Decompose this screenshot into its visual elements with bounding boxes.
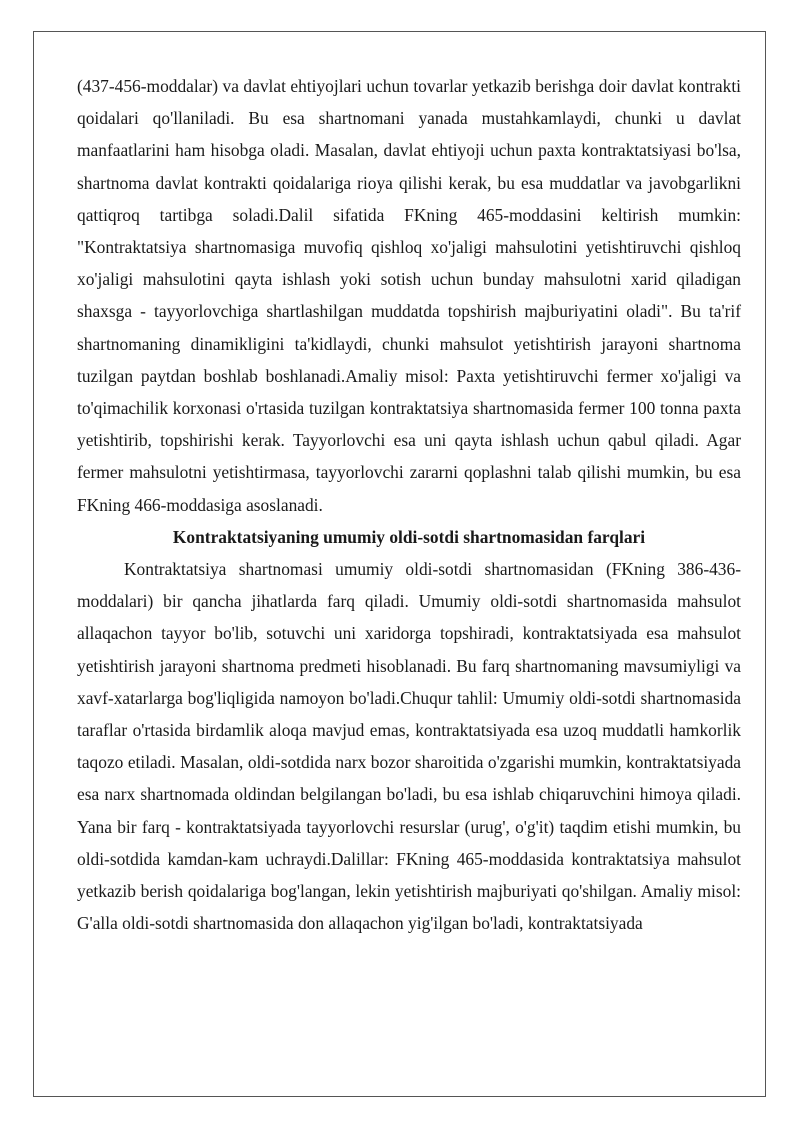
body-paragraph: Kontraktatsiya shartnomasi umumiy oldi-sotdi shartnomasidan (FKning 386-436-moddalari) bir qancha jihatlarda farq qiladi. Umumiy oldi-sotdi shartnomasida mahsulot allaqachon tayyor bo'lib, sotuvchi uni xaridorga topshiradi, kontraktatsiyada esa mahsulot yetishtirish jarayoni shartnoma predmeti hisoblanadi. Bu farq shartnomaning mavsumiyligi va xavf-xatarlarga bog'liqligida namoyon bo'ladi.Chuqur tahlil: Umumiy oldi-sotdi shartnomasida taraflar o'rtasida birdamlik aloqa mavjud emas, kontraktatsiyada esa uzoq muddatli hamkorlik taqozo etiladi. Masalan, oldi-sotdida narx bozor sharoitida o'zgarishi mumkin, kontraktatsiyada esa narx shartnomada oldindan belgilangan bo'ladi, bu esa ishlab chiqaruvchini himoya qiladi. Yana bir farq - kontraktatsiyada tayyorlovchi resurslar (urug', o'g'it) taqdim etishi mumkin, bu oldi-sotdida kamdan-kam uchraydi.Dalillar: FKning 465-moddasida kontraktatsiya mahsulot yetkazib berish qoidalariga bog'langan, lekin yetishtirish majburiyati qo'shilgan. Amaliy misol: G'alla oldi-sotdi shartnomasida don allaqachon yig'ilgan bo'ladi, kontraktatsiyada xyxy=(77,559,741,934)
body-paragraph: (437-456-moddalar) va davlat ehtiyojlari uchun tovarlar yetkazib berishga doir davlat kontrakti qoidalari qo'llaniladi. Bu esa shartnomani yanada mustahkamlaydi, chunki u davlat manfaatlarini ham hisobga oladi. Masalan, davlat ehtiyoji uchun paxta kontraktatsiyasi bo'lsa, shartnoma davlat kontrakti qoidalariga rioya qilishi kerak, bu esa muddatlar va javobgarlikni qattiqroq tartibga soladi.Dalil sifatida FKning 465-moddasini keltirish mumkin: "Kontraktatsiya shartnomasiga muvofiq qishloq xo'jaligi mahsulotini yetishtiruvchi qishloq xo'jaligi mahsulotini qayta ishlash yoki sotish uchun bunday mahsulotni xarid qiladigan shaxsga - tayyorlovchiga shartlashilgan muddatda topshirish majburiyatini oladi". Bu ta'rif shartnomaning dinamikligini ta'kidlaydi, chunki mahsulot yetishtirish jarayoni shartnoma tuzilgan paytdan boshlab boshlanadi.Amaliy misol: Paxta yetishtiruvchi fermer xo'jaligi va to'qimachilik korxonasi o'rtasida tuzilgan kontraktatsiya shartnomasida fermer 100 tonna paxta yetishtirib, topshirishi kerak. Tayyorlovchi esa uni qayta ishlash uchun qabul qiladi. Agar fermer mahsulotni yetishtirmasa, tayyorlovchi zararni qoplashni talab qilishi mumkin, bu esa FKning 466-moddasiga asoslanadi. xyxy=(77,76,741,515)
section-heading: Kontraktatsiyaning umumiy oldi-sotdi shartnomasidan farqlari xyxy=(172,526,646,547)
document-body xyxy=(77,70,741,939)
